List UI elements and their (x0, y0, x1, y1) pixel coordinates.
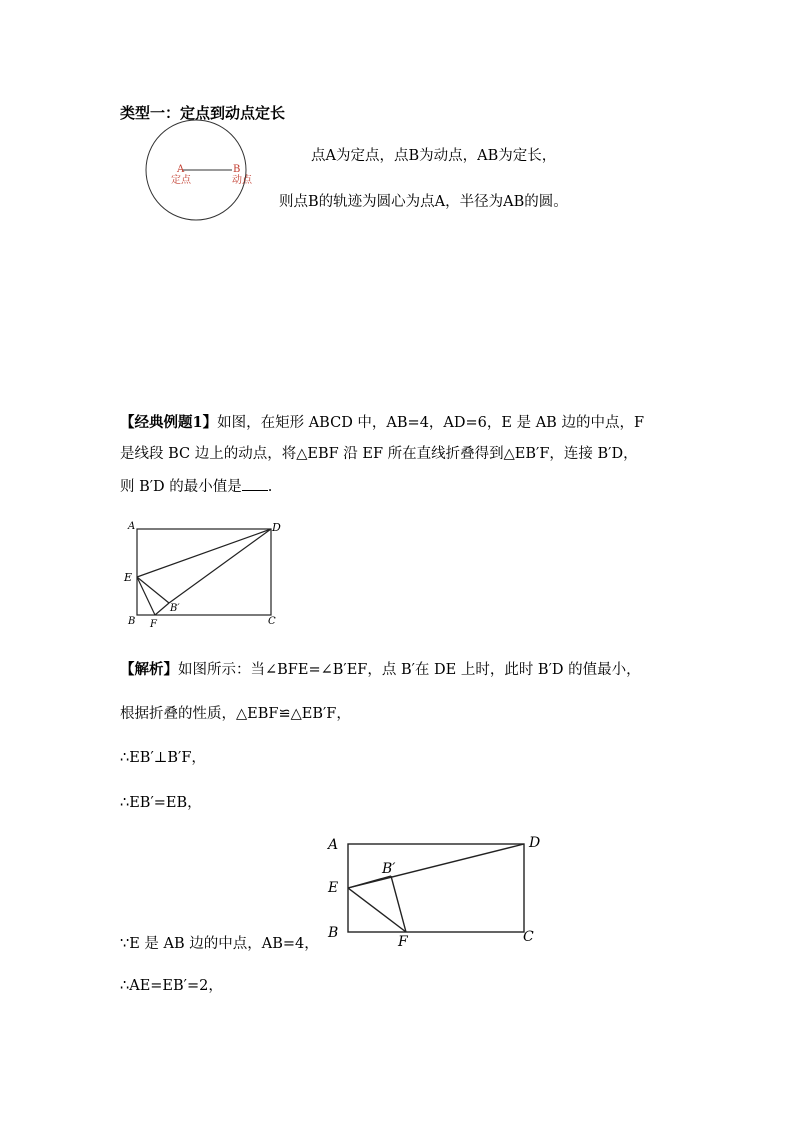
solution-line1 (120, 660, 641, 680)
solution-line5: ∵E 是 AB 边的中点，AB=4， (120, 936, 319, 952)
fig1-label-B-prime: B′ (170, 603, 180, 614)
segment-FB-prime (155, 603, 169, 615)
fig2-label-B-prime: B′ (382, 861, 396, 877)
label-moving-point: 动点 (232, 175, 252, 186)
solution-line6: ∴AE=EB′=2， (120, 978, 223, 994)
solution-line3: ∴EB′⊥B′F， (120, 750, 206, 766)
fig1-label-E: E (124, 571, 133, 584)
segment-EB-prime (137, 577, 169, 603)
segment-B-prime-F (391, 876, 406, 932)
segment-ED (137, 529, 271, 577)
example-tag: 【经典例题1】 (120, 414, 218, 431)
fig2-label-C: C (523, 929, 534, 945)
circle-figure (130, 118, 270, 228)
example-line1-text: 如图，在矩形 ABCD 中，AB=4，AD=6，E 是 AB 边的中点，F (217, 415, 644, 431)
solution-tag: 【解析】 (120, 661, 178, 678)
fig1-label-C: C (268, 616, 276, 627)
fig1-label-B: B (128, 616, 136, 627)
fig2-label-A: A (328, 837, 339, 853)
circle-description-line2: 则点B的轨迹为圆心为点A，半径为AB的圆。 (279, 194, 568, 210)
section-heading: 类型一：定点到动点定长 (120, 104, 286, 122)
fig1-label-A: A (128, 521, 136, 532)
segment-EF (137, 577, 155, 615)
solution-line1-text: 如图所示：当∠BFE=∠B′EF，点 B′在 DE 上时，此时 B′D 的值最小， (178, 662, 641, 678)
fig2-label-B: B (328, 925, 339, 941)
example-line3 (120, 476, 272, 497)
label-A: A (177, 164, 185, 175)
segment-EF (348, 888, 406, 932)
segment-B-prime-D (169, 529, 271, 603)
solution-line2: 根据折叠的性质，△EBF≌△EB′F， (120, 706, 351, 722)
fig2-label-F: F (398, 934, 408, 950)
example-line2: 是线段 BC 边上的动点，将△EBF 沿 EF 所在直线折叠得到△EB′F，连接 B′D， (120, 446, 638, 462)
figure-2 (322, 828, 550, 952)
circle-description-line1: 点A为定点，点B为动点，AB为定长， (311, 148, 557, 164)
fig2-label-D: D (529, 835, 541, 851)
segment-EB-prime (348, 876, 391, 888)
answer-blank (242, 476, 268, 491)
figure-1 (120, 518, 290, 630)
label-fixed-point: 定点 (171, 175, 191, 186)
fig1-label-D: D (272, 521, 281, 534)
rectangle-ABCD (348, 844, 524, 932)
label-B: B (233, 164, 241, 175)
segment-ED (348, 844, 524, 888)
rectangle-ABCD (137, 529, 271, 615)
example-line1 (120, 413, 644, 433)
fig2-label-E: E (328, 880, 339, 896)
fig1-label-F: F (150, 619, 157, 630)
solution-line4: ∴EB′=EB， (120, 795, 202, 811)
example-line3-text: 则 B′D 的最小值是 (120, 479, 242, 495)
example-line3-end: . (267, 479, 273, 495)
